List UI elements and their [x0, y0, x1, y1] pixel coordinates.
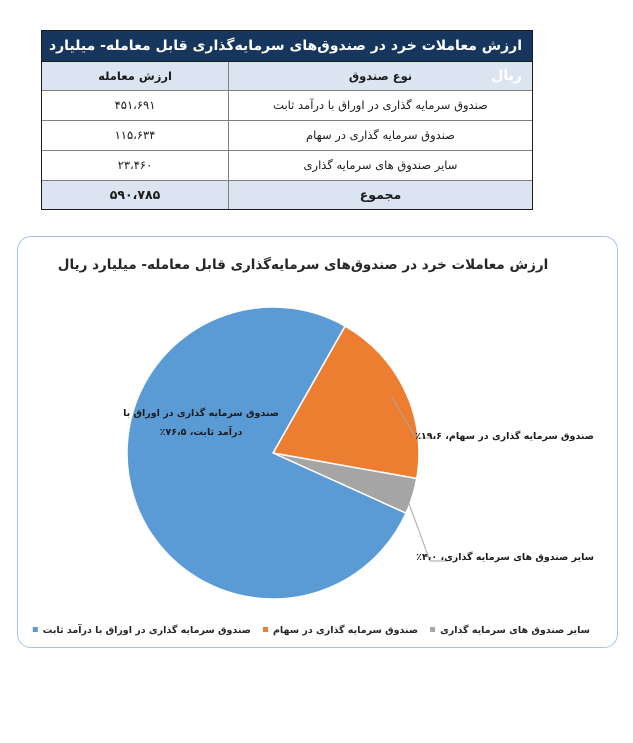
table-header-row [42, 62, 532, 91]
total-value: ۵۹۰،۷۸۵ [109, 187, 161, 202]
table-title: ارزش معاملات خرد در صندوق‌های سرمایه‌گذاری قابل معامله- میلیارد ریال [42, 31, 532, 62]
data-label: صندوق سرمایه گذاری در سهام، ۱۹،۶٪ [415, 431, 594, 442]
legend [33, 623, 590, 636]
header-trade-value: ارزش معامله [98, 69, 172, 83]
legend-swatch [430, 627, 435, 632]
header-fund-type: نوع صندوق [228, 62, 532, 90]
row-trade-value: ۲۳،۴۶۰ [117, 158, 153, 172]
data-label: صندوق سرمایه گذاری در اوراق با [123, 408, 279, 419]
leader-line [405, 494, 446, 561]
legend-swatch [33, 627, 38, 632]
row-fund-type: صندوق سرمایه گذاری در سهام [228, 121, 532, 150]
chart-title: ارزش معاملات خرد در صندوق‌های سرمایه‌گذاری قابل معامله- میلیارد ریال [57, 257, 549, 273]
legend-label: سایر صندوق های سرمایه گذاری [440, 625, 590, 636]
legend-swatch [263, 627, 268, 632]
pie-slices [127, 307, 419, 599]
data-label: سایر صندوق های سرمایه گذاری، ۴،۰٪ [416, 552, 594, 563]
legend-label: صندوق سرمایه گذاری در سهام [272, 625, 419, 636]
funds-table [41, 30, 533, 210]
legend-label: صندوق سرمایه گذاری در اوراق با درآمد ثابت [42, 625, 251, 636]
table-total-row [42, 181, 532, 209]
row-trade-value: ۱۱۵،۶۳۴ [114, 128, 156, 142]
data-label: درآمد ثابت، ۷۶،۵٪ [159, 427, 243, 438]
table-row [42, 121, 532, 151]
row-trade-value: ۴۵۱،۶۹۱ [114, 98, 156, 112]
table-row [42, 91, 532, 121]
total-label: مجموع [228, 181, 532, 209]
table-row [42, 151, 532, 181]
chart-card [17, 236, 618, 648]
row-fund-type: صندوق سرمایه گذاری در اوراق با درآمد ثابت [228, 91, 532, 120]
pie-chart [18, 237, 619, 649]
row-fund-type: سایر صندوق های سرمایه گذاری [228, 151, 532, 180]
